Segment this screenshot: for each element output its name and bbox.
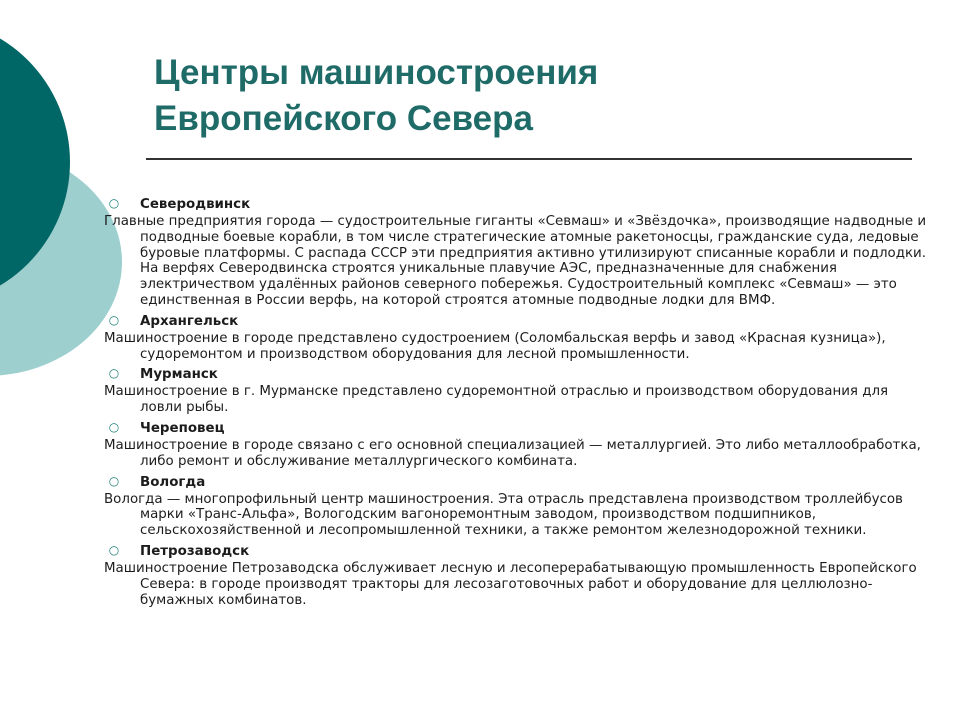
- title-line-1: Центры машиностроения: [154, 53, 599, 92]
- list-item-petrozavodsk: [104, 542, 932, 608]
- city-name: Архангельск: [140, 313, 239, 329]
- item-heading: [104, 473, 932, 492]
- list-item-cherepovets: [104, 419, 932, 470]
- list-item-vologda: [104, 473, 932, 539]
- city-description: Машиностроение Петрозаводска обслуживает лесную и лесоперерабатывающую промышленность Европейского Севера: в городе производят тракторы для лесозаготовочных работ и оборудование для целлюлозно-бумажных комбинатов.: [104, 560, 917, 608]
- title-divider: [146, 158, 912, 160]
- city-description: Машиностроение в городе связано с его основной специализацией — металлургией. Это либо металлообработка, либо ремонт и обслуживание металлургического комбината.: [104, 437, 921, 469]
- city-name: Череповец: [140, 420, 225, 436]
- item-heading: [104, 365, 932, 384]
- circle-bullet-icon: ○: [108, 542, 120, 557]
- city-description: Машиностроение в городе представлено судостроением (Соломбальская верфь и завод «Красная кузница»), судоремонтом и производством оборудования для лесной промышленности.: [104, 330, 886, 362]
- city-name: Петрозаводск: [140, 543, 250, 559]
- list-item-murmansk: [104, 365, 932, 416]
- circle-bullet-icon: ○: [108, 419, 120, 434]
- title-line-2: Европейского Севера: [154, 99, 533, 138]
- city-description: Главные предприятия города — судостроительные гиганты «Севмаш» и «Звёздочка», производящие надводные и подводные боевые корабли, в том числе стратегические атомные ракетоносцы, гражданские суда, ледовые буровые платформы. С распада СССР эти предприятия активно утилизируют списанные корабли и подлодки. На верфях Северодвинска строятся уникальные плавучие АЭС, предназначенные для снабжения электричеством удалённых районов северного побережья. Судостроительный комплекс «Севмаш» — это единственная в России верфь, на которой строятся атомные подводные лодки для ВМФ.: [104, 214, 927, 308]
- list-item-severodvinsk: [104, 195, 932, 309]
- list-item-arkhangelsk: [104, 312, 932, 363]
- city-description: Машиностроение в г. Мурманске представлено судоремонтной отраслью и производством оборудования для ловли рыбы.: [104, 384, 889, 416]
- item-heading: [104, 419, 932, 438]
- item-heading: [104, 195, 932, 214]
- city-name: Мурманск: [140, 367, 218, 383]
- item-heading: [104, 312, 932, 331]
- circle-bullet-icon: ○: [108, 473, 120, 488]
- circle-bullet-icon: ○: [108, 196, 120, 210]
- circle-bullet-icon: ○: [108, 366, 120, 381]
- city-name: Вологда: [140, 474, 206, 490]
- item-heading: [104, 542, 932, 561]
- city-name: Северодвинск: [140, 197, 251, 212]
- circle-bullet-icon: ○: [108, 312, 120, 327]
- slide-content: [104, 195, 932, 611]
- slide-title: [154, 50, 598, 142]
- city-description: Вологда — многопрофильный центр машиностроения. Эта отрасль представлена производством троллейбусов марки «Транс-Альфа», Вологодским вагоноремонтным заводом, производством подшипников, сельскохозяйственной и лесопромышленной техники, а также ремонтом железнодорожной техники.: [104, 491, 903, 539]
